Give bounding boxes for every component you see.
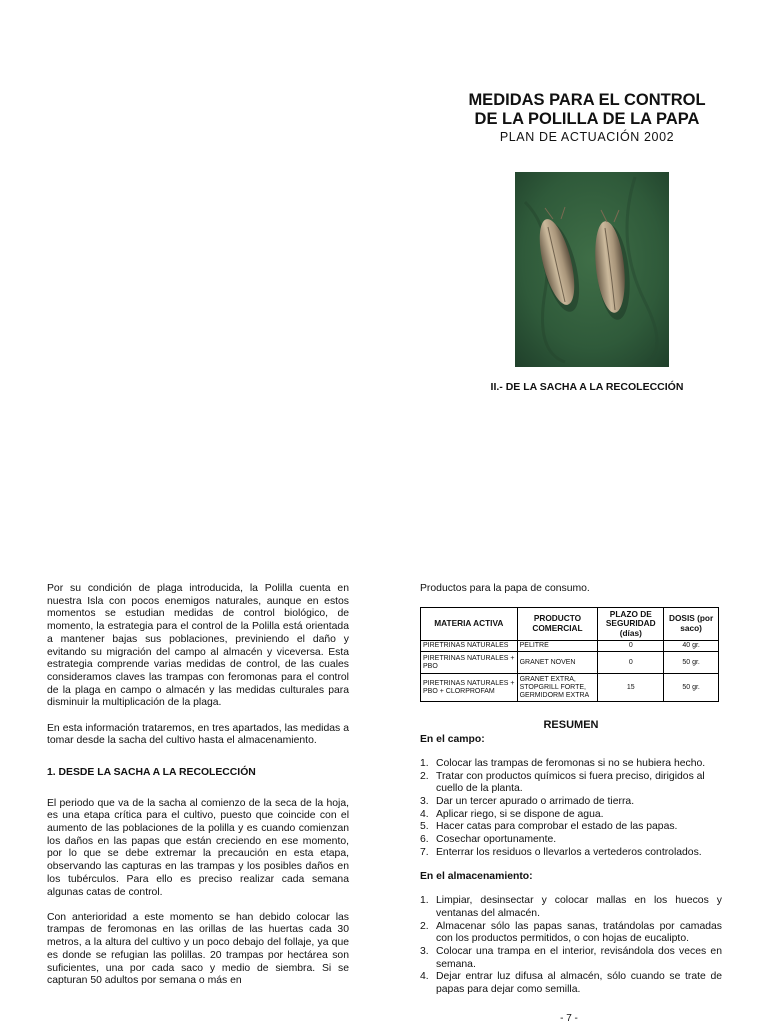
title-line-2: DE LA POLILLA DE LA PAPA [474, 110, 700, 128]
critical-stage-paragraph: El periodo que va de la sacha al comienzo de la seca de la hoja, es una etapa crítica para el cultivo, puesto que coincide con el aumento de las poblaciones de la polilla y es cuando comienzan los daños en las papas que están creciendo en ese momento, por lo que se debe extremar la precaución en esta etapa, observando las capturas en las trampas y los posibles daños en los tubérculos. Para ello es preciso realizar cada semana algunas catas de control. [47, 797, 349, 898]
table-cell: PIRETRINAS NATURALES [421, 641, 518, 652]
list-item: 4. Aplicar riego, si se dispone de agua. [420, 808, 604, 820]
table-cell: PELITRE [517, 641, 598, 652]
almacen-subheading: En el almacenamiento: [420, 871, 533, 883]
header-materia-activa: MATERIA ACTIVA [421, 607, 518, 641]
table-cell: 50 gr. [664, 652, 719, 674]
section-1-heading: 1. DESDE LA SACHA A LA RECOLECCIÓN [47, 766, 256, 778]
table-row [421, 674, 719, 702]
campo-list [420, 758, 722, 860]
almacen-list [420, 895, 722, 997]
section-heading: II.- DE LA SACHA A LA RECOLECCIÓN [490, 381, 684, 393]
table-cell: GRANET NOVEN [517, 652, 598, 674]
table-cell: 0 [598, 652, 664, 674]
right-column [420, 583, 722, 1009]
traps-paragraph: Con anterioridad a este momento se han debido colocar las trampas de feromonas en las orillas de las huertas cada 30 metros, a la altura del cultivo y un poco debajo del follaje, ya que es donde se refugian las polillas. 20 trampas por hectárea son suficientes, una por cada saco y medio de siembra. Si se capturan 50 adultos por semana o más en [47, 911, 349, 987]
document-title [440, 91, 734, 129]
table-header-row [421, 607, 719, 641]
list-item: 4. Dejar entrar luz difusa al almacén, sólo cuando se trate de papas para dejar como semilla. [420, 971, 722, 996]
list-item: 1. Limpiar, desinsectar y colocar mallas en los huecos y ventanas del almacén. [420, 895, 722, 919]
list-item: 6. Cosechar oportunamente. [420, 834, 557, 846]
header-plazo-seguridad: PLAZO DE SEGURIDAD (días) [598, 607, 664, 641]
header-dosis: DOSIS (por saco) [664, 607, 719, 641]
intro-paragraph: Por su condición de plaga introducida, la Polilla cuenta en nuestra Isla con pocos enemigos naturales, aunque en estos momentos se estudian medidas de control biológico, de momento, la estrategia para el control de la Polilla está orientada a mantener bajas sus poblaciones, previniendo el daño y evitando su migración del campo al almacén y viceversa. Esta estrategia comprende varias medidas de control, de las cuales consideramos claves las trampas con feromonas para el control de la plaga en campo o almacén y las medidas culturales para disminuir la multiplicación de la plaga. [47, 583, 349, 709]
list-item: 3. Dar un tercer apurado o arrimado de tierra. [420, 795, 635, 807]
table-cell: PIRETRINAS NATURALES + PBO + CLORPROFAM [421, 674, 518, 702]
table-row [421, 641, 719, 652]
moth-photo [515, 172, 669, 367]
table-cell: 15 [598, 674, 664, 702]
table-cell: 40 gr. [664, 641, 719, 652]
page-number: - 7 - [560, 1013, 578, 1024]
document-subtitle: PLAN DE ACTUACIÓN 2002 [499, 130, 675, 144]
potato-moth-image [515, 172, 669, 367]
products-table [420, 607, 719, 703]
table-cell: PIRETRINAS NATURALES + PBO [421, 652, 518, 674]
list-item: 1. Colocar las trampas de feromonas si no se hubiera hecho. [420, 757, 706, 769]
header-producto-comercial: PRODUCTO COMERCIAL [517, 607, 598, 641]
list-item: 2. Tratar con productos químicos si fuera preciso, dirigidos al cuello de la planta. [420, 770, 705, 795]
table-cell: GRANET EXTRA, STOPGRILL FORTE, GERMIDORM EXTRA [517, 674, 598, 702]
scope-paragraph: En esta información trataremos, en tres apartados, las medidas a tomar desde la sacha del cultivo hasta el almacenamiento. [47, 722, 349, 747]
products-intro: Productos para la papa de consumo. [420, 583, 590, 594]
list-item: 3. Colocar una trampa en el interior, revisándola dos veces en semana. [420, 945, 722, 970]
table-cell: 50 gr. [664, 674, 719, 702]
campo-subheading: En el campo: [420, 734, 485, 746]
left-column [47, 583, 349, 1000]
list-item: 5. Hacer catas para comprobar el estado de las papas. [420, 821, 678, 833]
table-row [421, 652, 719, 674]
list-item: 7. Enterrar los residuos o llevarlos a vertederos controlados. [420, 846, 702, 858]
title-line-1: MEDIDAS PARA EL CONTROL [468, 91, 706, 109]
list-item: 2. Almacenar sólo las papas sanas, tratándolas por camadas con los productos permitidos, o con hojas de eucalipto. [420, 920, 722, 945]
resumen-title: RESUMEN [543, 719, 599, 732]
table-cell: 0 [598, 641, 664, 652]
